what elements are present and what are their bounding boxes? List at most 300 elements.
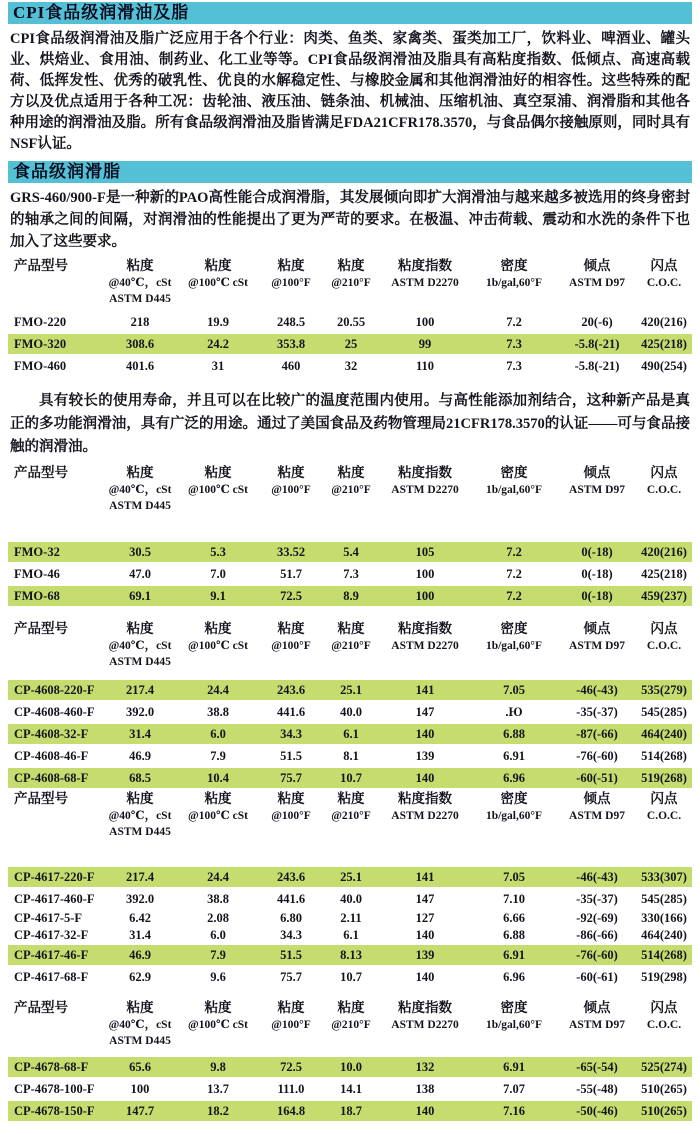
table-row-CP-4608-46-F xyxy=(8,746,692,766)
column-subtitle: ASTM D445 xyxy=(109,656,171,668)
product-cell: CP-4608-32-F xyxy=(14,727,89,741)
table-row-CP-4678-100-F xyxy=(8,1079,692,1099)
value-cell: 47.0 xyxy=(129,567,151,581)
column-subtitle: ASTM D97 xyxy=(569,484,625,496)
value-cell: 7.9 xyxy=(210,948,226,962)
product-cell: FMO-460 xyxy=(14,359,67,373)
value-cell: 510(265) xyxy=(641,1082,687,1096)
value-cell: -35(-37) xyxy=(576,705,618,719)
column-subtitle: @40℃，cSt xyxy=(108,640,172,652)
column-subtitle: C.O.C. xyxy=(646,640,682,652)
value-cell: 100 xyxy=(415,589,435,603)
column-header-1 xyxy=(176,464,260,514)
table-row-CP-4608-460-F xyxy=(8,702,692,722)
table-header-gap xyxy=(8,1049,692,1057)
column-subtitle: 1b/gal,60°F xyxy=(485,277,543,289)
table-row-FMO-320 xyxy=(8,334,692,354)
column-subtitle: @40℃，cSt xyxy=(108,277,172,289)
value-cell: 10.7 xyxy=(340,771,362,785)
column-header-7 xyxy=(636,620,692,670)
column-header-2 xyxy=(260,999,322,1049)
value-cell: 25.1 xyxy=(340,683,362,697)
column-title: 倾点 xyxy=(583,1000,611,1015)
value-cell: 7.05 xyxy=(503,870,525,884)
value-cell: 7.3 xyxy=(343,567,359,581)
value-cell: 100 xyxy=(415,567,435,581)
column-header-product xyxy=(8,257,104,307)
value-cell: 34.3 xyxy=(280,727,302,741)
column-subtitle: C.O.C. xyxy=(646,484,682,496)
column-header-6 xyxy=(558,620,636,670)
value-cell: 545(285) xyxy=(641,892,687,906)
value-cell: .Ю xyxy=(505,705,523,719)
column-title: 粘度 xyxy=(277,621,305,636)
value-cell: 65.6 xyxy=(129,1060,151,1074)
value-cell: -87(-66) xyxy=(576,727,618,741)
spec-table-fmo-light xyxy=(8,464,692,606)
value-cell: 7.07 xyxy=(503,1082,525,1096)
column-subtitle: ASTM D2270 xyxy=(391,484,459,496)
column-subtitle: ASTM D2270 xyxy=(391,1019,459,1031)
value-cell: -35(-37) xyxy=(576,892,618,906)
product-cell: CP-4617-68-F xyxy=(14,970,89,984)
spec-table-cp4608 xyxy=(8,620,692,788)
column-header-5 xyxy=(470,257,558,307)
value-cell: 99 xyxy=(418,337,432,351)
value-cell: 464(240) xyxy=(641,727,687,741)
value-cell: 46.9 xyxy=(129,749,151,763)
product-cell: CP-4617-5-F xyxy=(14,911,83,925)
value-cell: 147 xyxy=(415,892,435,906)
value-cell: 392.0 xyxy=(125,892,155,906)
column-title: 闪点 xyxy=(650,621,678,636)
value-cell: 31.4 xyxy=(129,727,151,741)
value-cell: 464(240) xyxy=(641,928,687,942)
column-header-7 xyxy=(636,464,692,514)
column-title: 粘度 xyxy=(126,465,154,480)
column-header-6 xyxy=(558,464,636,514)
value-cell: 10.0 xyxy=(340,1060,362,1074)
value-cell: -5.8(-21) xyxy=(574,359,620,373)
column-subtitle: @100℃ cSt xyxy=(188,1019,248,1031)
table-row-CP-4617-46-F xyxy=(8,945,692,965)
value-cell: 140 xyxy=(415,928,435,942)
value-cell: 33.52 xyxy=(276,545,306,559)
column-subtitle: @210°F xyxy=(331,1019,371,1031)
value-cell: 533(307) xyxy=(641,870,687,884)
value-cell: 10.7 xyxy=(340,970,362,984)
value-cell: 46.9 xyxy=(129,948,151,962)
value-cell: 441.6 xyxy=(276,892,306,906)
value-cell: 10.4 xyxy=(207,771,229,785)
column-header-5 xyxy=(470,999,558,1049)
table-row-CP-4617-220-F xyxy=(8,867,692,887)
column-header-3 xyxy=(322,257,380,307)
column-title: 倾点 xyxy=(583,258,611,273)
value-cell: 34.3 xyxy=(280,928,302,942)
column-title: 密度 xyxy=(500,465,528,480)
value-cell: 140 xyxy=(415,970,435,984)
column-subtitle: ASTM D445 xyxy=(109,826,171,838)
table-row-CP-4608-32-F xyxy=(8,724,692,744)
column-subtitle: ASTM D97 xyxy=(569,277,625,289)
column-title: 闪点 xyxy=(650,465,678,480)
product-cell: FMO-68 xyxy=(14,589,60,603)
value-cell: 6.91 xyxy=(503,1060,525,1074)
value-cell: 0(-18) xyxy=(581,545,613,559)
value-cell: 425(218) xyxy=(641,567,687,581)
value-cell: 248.5 xyxy=(276,315,306,329)
column-subtitle: 1b/gal,60°F xyxy=(485,640,543,652)
value-cell: 38.8 xyxy=(207,892,229,906)
table-row-CP-4617-460-F xyxy=(8,889,692,909)
value-cell: 7.3 xyxy=(506,359,522,373)
value-cell: 132 xyxy=(415,1060,435,1074)
product-cell: FMO-32 xyxy=(14,545,60,559)
value-cell: 7.16 xyxy=(503,1104,525,1118)
column-header-2 xyxy=(260,620,322,670)
value-cell: 72.5 xyxy=(280,589,302,603)
column-header-product xyxy=(8,790,104,840)
column-header-3 xyxy=(322,464,380,514)
column-subtitle: @100°F xyxy=(271,277,311,289)
value-cell: 40.0 xyxy=(340,705,362,719)
value-cell: 7.2 xyxy=(506,315,522,329)
value-cell: 7.2 xyxy=(506,567,522,581)
value-cell: 490(254) xyxy=(641,359,687,373)
value-cell: -76(-60) xyxy=(576,948,618,962)
column-title: 密度 xyxy=(500,621,528,636)
section2-title: 食品级润滑脂 xyxy=(13,162,121,181)
column-title: 粘度 xyxy=(337,465,365,480)
column-title: 粘度 xyxy=(277,258,305,273)
value-cell: 6.96 xyxy=(503,771,525,785)
column-header-6 xyxy=(558,999,636,1049)
value-cell: 6.0 xyxy=(210,727,226,741)
value-cell: 243.6 xyxy=(276,683,306,697)
value-cell: 6.42 xyxy=(129,911,151,925)
column-header-0 xyxy=(104,620,176,670)
value-cell: 7.05 xyxy=(503,683,525,697)
column-header-product xyxy=(8,620,104,670)
value-cell: 40.0 xyxy=(340,892,362,906)
column-subtitle: @210°F xyxy=(331,810,371,822)
value-cell: 138 xyxy=(415,1082,435,1096)
value-cell: 525(274) xyxy=(641,1060,687,1074)
value-cell: 6.1 xyxy=(343,727,359,741)
value-cell: 20.55 xyxy=(336,315,366,329)
column-title: 粘度指数 xyxy=(398,258,452,273)
column-title: 粘度 xyxy=(204,258,232,273)
column-title: 粘度 xyxy=(126,791,154,806)
value-cell: -46(-43) xyxy=(576,870,618,884)
value-cell: 139 xyxy=(415,749,435,763)
value-cell: 100 xyxy=(130,1082,150,1096)
column-header-product-label: 产品型号 xyxy=(14,621,68,636)
value-cell: 7.10 xyxy=(503,892,525,906)
value-cell: 68.5 xyxy=(129,771,151,785)
column-header-7 xyxy=(636,999,692,1049)
table-row-CP-4678-68-F xyxy=(8,1057,692,1077)
column-title: 粘度指数 xyxy=(398,465,452,480)
table-header-row xyxy=(8,790,692,840)
table-row-FMO-32 xyxy=(8,542,692,562)
value-cell: -65(-54) xyxy=(576,1060,618,1074)
column-subtitle: ASTM D2270 xyxy=(391,277,459,289)
column-subtitle: @100℃ cSt xyxy=(188,640,248,652)
column-title: 闪点 xyxy=(650,791,678,806)
column-title: 粘度 xyxy=(337,258,365,273)
column-header-2 xyxy=(260,257,322,307)
value-cell: 460 xyxy=(281,359,301,373)
column-header-5 xyxy=(470,464,558,514)
value-cell: 75.7 xyxy=(280,970,302,984)
column-title: 粘度 xyxy=(277,465,305,480)
column-header-2 xyxy=(260,464,322,514)
value-cell: -92(-69) xyxy=(576,911,618,925)
value-cell: 25 xyxy=(344,337,358,351)
value-cell: 6.88 xyxy=(503,727,525,741)
column-header-product-label: 产品型号 xyxy=(14,258,68,273)
value-cell: 72.5 xyxy=(280,1060,302,1074)
table-row-CP-4678-150-F xyxy=(8,1101,692,1121)
column-subtitle: C.O.C. xyxy=(646,277,682,289)
mid-paragraph: 具有较长的使用寿命，并且可以在比较广的温度范围内使用。与高性能添加剂结合，这种新产品是真正的多功能润滑油，具有广泛的用途。通过了美国食品及药物管理局21CFR178.3570的认证——可与食品接触的润滑油。 xyxy=(10,393,690,455)
table-header-row xyxy=(8,464,692,514)
column-header-3 xyxy=(322,620,380,670)
table-row-FMO-220 xyxy=(8,312,692,332)
table-row-FMO-46 xyxy=(8,564,692,584)
column-subtitle: @210°F xyxy=(331,640,371,652)
value-cell: 218 xyxy=(130,315,150,329)
value-cell: 6.66 xyxy=(503,911,525,925)
value-cell: 0(-18) xyxy=(581,567,613,581)
spec-table-cp4678 xyxy=(8,999,692,1121)
column-subtitle: @100°F xyxy=(271,810,311,822)
value-cell: 32 xyxy=(344,359,358,373)
value-cell: 5.3 xyxy=(210,545,226,559)
value-cell: 459(237) xyxy=(641,589,687,603)
value-cell: 2.08 xyxy=(207,911,229,925)
column-header-1 xyxy=(176,790,260,840)
column-title: 密度 xyxy=(500,1000,528,1015)
column-header-1 xyxy=(176,999,260,1049)
value-cell: -55(-48) xyxy=(576,1082,618,1096)
column-header-0 xyxy=(104,257,176,307)
column-header-5 xyxy=(470,790,558,840)
column-header-product-label: 产品型号 xyxy=(14,465,68,480)
value-cell: 330(166) xyxy=(641,911,687,925)
column-title: 粘度 xyxy=(204,621,232,636)
column-header-1 xyxy=(176,257,260,307)
value-cell: 24.4 xyxy=(207,683,229,697)
table-row-CP-4617-68-F xyxy=(8,967,692,987)
value-cell: 110 xyxy=(415,359,435,373)
column-header-4 xyxy=(380,999,470,1049)
column-subtitle: C.O.C. xyxy=(646,1019,682,1031)
value-cell: -46(-43) xyxy=(576,683,618,697)
product-cell: CP-4608-68-F xyxy=(14,771,89,785)
column-header-0 xyxy=(104,464,176,514)
product-cell: CP-4617-220-F xyxy=(14,870,95,884)
column-subtitle: ASTM D97 xyxy=(569,810,625,822)
column-header-4 xyxy=(380,620,470,670)
value-cell: 24.2 xyxy=(207,337,229,351)
product-cell: FMO-220 xyxy=(14,315,67,329)
column-title: 粘度 xyxy=(337,791,365,806)
value-cell: 147.7 xyxy=(125,1104,155,1118)
column-title: 倾点 xyxy=(583,791,611,806)
value-cell: -60(-61) xyxy=(576,970,618,984)
column-title: 粘度 xyxy=(277,1000,305,1015)
value-cell: 141 xyxy=(415,870,435,884)
value-cell: 62.9 xyxy=(129,970,151,984)
value-cell: 18.7 xyxy=(340,1104,362,1118)
column-title: 粘度 xyxy=(277,791,305,806)
column-header-0 xyxy=(104,999,176,1049)
column-title: 密度 xyxy=(500,791,528,806)
column-title: 粘度 xyxy=(337,621,365,636)
value-cell: 127 xyxy=(415,911,435,925)
value-cell: 2.11 xyxy=(340,911,362,925)
column-subtitle: ASTM D2270 xyxy=(391,810,459,822)
column-subtitle: @40℃，cSt xyxy=(108,1019,172,1031)
column-header-3 xyxy=(322,999,380,1049)
column-title: 倾点 xyxy=(583,621,611,636)
value-cell: 217.4 xyxy=(125,870,155,884)
value-cell: 5.4 xyxy=(343,545,359,559)
value-cell: 6.91 xyxy=(503,948,525,962)
table-row-CP-4608-68-F xyxy=(8,768,692,788)
column-subtitle: @100℃ cSt xyxy=(188,277,248,289)
value-cell: 9.1 xyxy=(210,589,226,603)
table-header-row xyxy=(8,999,692,1049)
table-row-CP-4617-32-F xyxy=(8,928,692,943)
value-cell: 24.4 xyxy=(207,870,229,884)
product-cell: CP-4617-46-F xyxy=(14,948,89,962)
column-header-product-label: 产品型号 xyxy=(14,791,68,806)
value-cell: 9.6 xyxy=(210,970,226,984)
column-title: 闪点 xyxy=(650,258,678,273)
value-cell: 6.0 xyxy=(210,928,226,942)
value-cell: 392.0 xyxy=(125,705,155,719)
product-cell: CP-4678-100-F xyxy=(14,1082,95,1096)
spec-table-cp4617 xyxy=(8,790,692,987)
column-header-7 xyxy=(636,790,692,840)
column-subtitle: @100°F xyxy=(271,640,311,652)
product-cell: CP-4608-220-F xyxy=(14,683,95,697)
column-subtitle: ASTM D97 xyxy=(569,1019,625,1031)
value-cell: 6.91 xyxy=(503,749,525,763)
column-header-4 xyxy=(380,790,470,840)
column-title: 粘度指数 xyxy=(398,791,452,806)
column-header-7 xyxy=(636,257,692,307)
value-cell: 420(216) xyxy=(641,315,687,329)
value-cell: 0(-18) xyxy=(581,589,613,603)
value-cell: 18.2 xyxy=(207,1104,229,1118)
value-cell: 243.6 xyxy=(276,870,306,884)
product-cell: CP-4617-460-F xyxy=(14,892,95,906)
value-cell: 31 xyxy=(211,359,225,373)
grease-intro-paragraph: GRS-460/900-F是一种新的PAO高性能合成润滑脂，其发展倾向即扩大润滑油与越来越多被选用的终身密封的轴承之间的间隔，对润滑油的性能提出了更为严苛的要求。在极温、冲击荷载、震动和水洗的条件下也加入了这些要求。 xyxy=(10,190,690,250)
value-cell: -60(-51) xyxy=(576,771,618,785)
value-cell: 6.1 xyxy=(343,928,359,942)
column-title: 密度 xyxy=(500,258,528,273)
table-header-gap xyxy=(8,670,692,680)
column-title: 闪点 xyxy=(650,1000,678,1015)
column-title: 粘度 xyxy=(126,621,154,636)
column-subtitle: @100℃ cSt xyxy=(188,484,248,496)
value-cell: 14.1 xyxy=(340,1082,362,1096)
column-subtitle: ASTM D445 xyxy=(109,293,171,305)
column-subtitle: @100°F xyxy=(271,1019,311,1031)
column-title: 倾点 xyxy=(583,465,611,480)
column-header-6 xyxy=(558,257,636,307)
value-cell: 141 xyxy=(415,683,435,697)
table-row-CP-4608-220-F xyxy=(8,680,692,700)
product-cell: FMO-46 xyxy=(14,567,60,581)
column-title: 粘度 xyxy=(126,1000,154,1015)
section1-title: CPI食品级润滑油及脂 xyxy=(13,3,190,22)
column-title: 粘度指数 xyxy=(398,621,452,636)
table-header-gap xyxy=(8,514,692,542)
value-cell: 6.96 xyxy=(503,970,525,984)
section1-title-bar xyxy=(8,2,692,24)
value-cell: 51.5 xyxy=(280,749,302,763)
table-row-FMO-68 xyxy=(8,586,692,606)
value-cell: -5.8(-21) xyxy=(574,337,620,351)
product-cell: FMO-320 xyxy=(14,337,67,351)
intro-paragraph: CPI食品级润滑油及脂广泛应用于各个行业：肉类、鱼类、家禽类、蛋类加工厂，饮料业、啤酒业、罐头业、烘焙业、食用油、制药业、化工业等等。CPI食品级润滑油及脂具有高粘度指数、低倾点、高速高载荷、低挥发性、优秀的破乳性、优良的水解稳定性、与橡胶金属和其他润滑油好的相容性。这些特殊的配方以及优点适用于各种工况：齿轮油、液压油、链条油、机械油、压缩机油、真空泵浦、润滑脂和其他各种用途的润滑油及脂。所有食品级润滑油及脂皆满足FDA21CFR178.3570，与食品偶尔接触原则，同时具有NSF认证。 xyxy=(10,31,690,152)
value-cell: 25.1 xyxy=(340,870,362,884)
column-subtitle: 1b/gal,60°F xyxy=(485,484,543,496)
column-header-6 xyxy=(558,790,636,840)
value-cell: 6.88 xyxy=(503,928,525,942)
value-cell: 140 xyxy=(415,771,435,785)
column-header-5 xyxy=(470,620,558,670)
column-subtitle: C.O.C. xyxy=(646,810,682,822)
column-title: 粘度 xyxy=(337,1000,365,1015)
value-cell: -50(-46) xyxy=(576,1104,618,1118)
value-cell: -86(-66) xyxy=(576,928,618,942)
value-cell: 69.1 xyxy=(129,589,151,603)
column-subtitle: ASTM D97 xyxy=(569,640,625,652)
value-cell: 425(218) xyxy=(641,337,687,351)
value-cell: 20(-6) xyxy=(581,315,613,329)
value-cell: 111.0 xyxy=(277,1082,305,1096)
value-cell: 6.80 xyxy=(280,911,302,925)
value-cell: 217.4 xyxy=(125,683,155,697)
value-cell: 30.5 xyxy=(129,545,151,559)
product-cell: CP-4617-32-F xyxy=(14,928,89,942)
product-cell: CP-4678-68-F xyxy=(14,1060,89,1074)
value-cell: 420(216) xyxy=(641,545,687,559)
column-title: 粘度 xyxy=(204,791,232,806)
column-header-0 xyxy=(104,790,176,840)
value-cell: 140 xyxy=(415,727,435,741)
column-title: 粘度 xyxy=(204,465,232,480)
product-cell: CP-4608-46-F xyxy=(14,749,89,763)
column-subtitle: @40℃，cSt xyxy=(108,810,172,822)
value-cell: 8.1 xyxy=(343,749,359,763)
value-cell: 164.8 xyxy=(276,1104,306,1118)
value-cell: 13.7 xyxy=(207,1082,229,1096)
value-cell: 147 xyxy=(415,705,435,719)
table-header-row xyxy=(8,257,692,307)
table-row-CP-4617-5-F xyxy=(8,911,692,926)
column-header-1 xyxy=(176,620,260,670)
value-cell: 535(279) xyxy=(641,683,687,697)
